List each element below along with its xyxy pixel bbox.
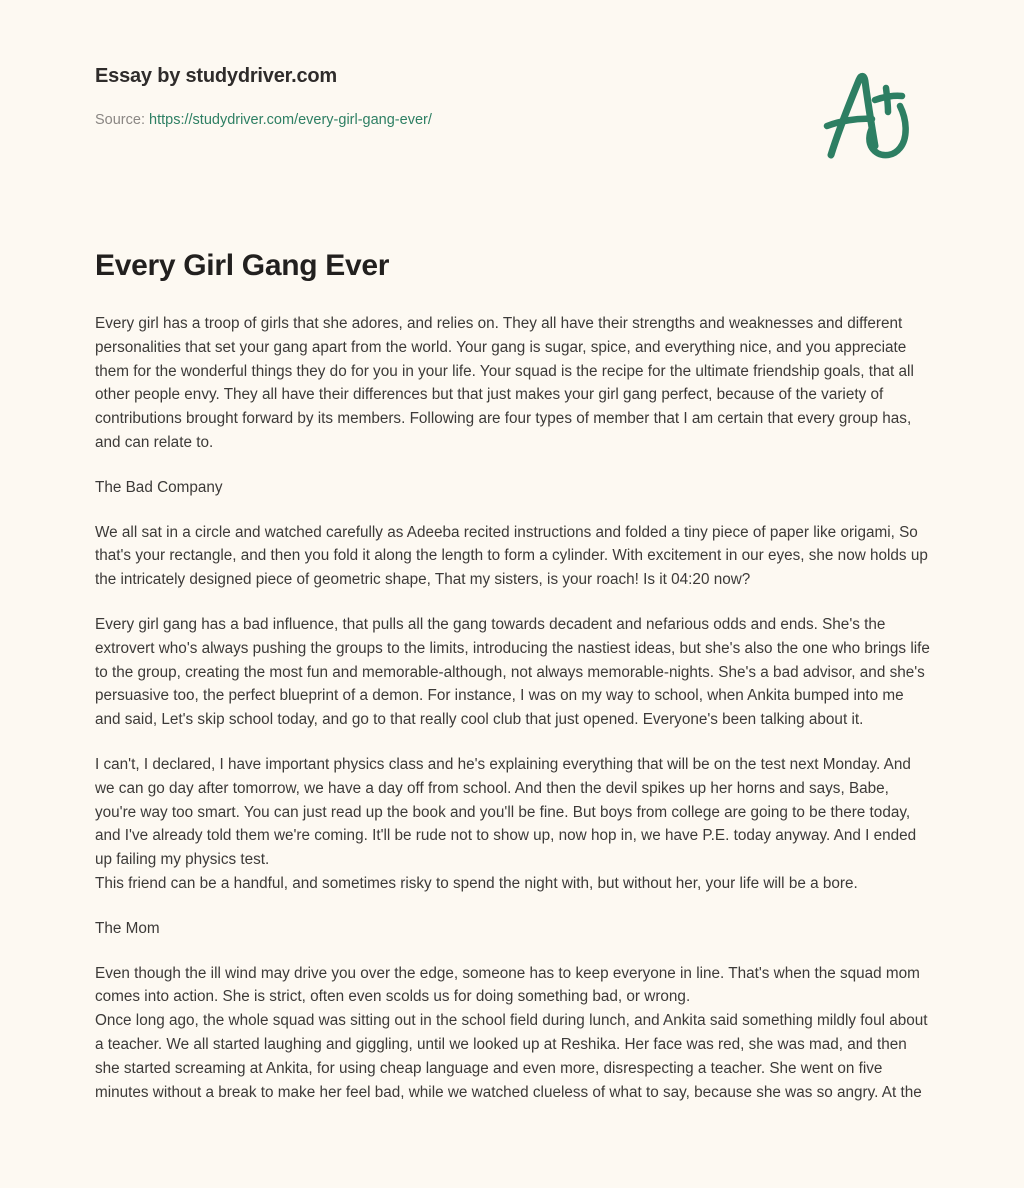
body-paragraph: I can't, I declared, I have important physics class and he's explaining everything that will be on the test next Monday. And we can go day after tomorrow, we have a day off from school. And then the devil spikes up her horns and says, Babe, you're way too smart. You can just read up the book and you'll be fine. But boys from college are going to be there today, and I've already told them we're coming. It'll be rude not to show up, now hop in, we have P.E. today anyway. And I ended up failing my physics test. This friend can be a handful, and sometimes risky to spend the night with, but without her, your life will be a bore. [95,755,917,892]
body-paragraph: We all sat in a circle and watched carefully as Adeeba recited instructions and folded a tiny piece of paper like origami, So that's your rectangle, and then you fold it along the length to form a cylinder. With excitement in our eyes, she now holds up the intricately designed piece of geometric shape, That my sisters, is your roach! Is it 04:20 now? [95,523,928,589]
source-label: Source: [95,112,145,128]
body-paragraph: Every girl has a troop of girls that she adores, and relies on. They all have their strengths and weaknesses and different personalities that set your gang apart from the world. Your gang is sugar, spice, and everything nice, and you appreciate them for the wonderful things they do for you in your life. Your squad is the recipe for the ultimate friendship goals, that all other people envy. They all have their differences but that just makes your girl gang perfect, because of the variety of contributions brought forward by its members. Following are four types of member that I am certain that every group has, and can relate to. [95,315,914,451]
source-url-link[interactable]: https://studydriver.com/every-girl-gang-ever/ [149,112,432,128]
essay-byline: Essay by studydriver.com [95,65,337,87]
essay-body [95,312,933,1104]
body-paragraph: Even though the ill wind may drive you over the edge, someone has to keep everyone in line. That's when the squad mom comes into action. She is strict, often even scolds us for doing something bad, or wrong. Once long ago, the whole squad was sitting out in the school field during lunch, and Ankita said something mildly foul about a teacher. We all started laughing and giggling, until we looked up at Reshika. Her face was red, she was mad, and then she started screaming at Ankita, for using cheap language and even more, disrespecting a teacher. She went on five minutes without a break to make her feel bad, while we watched clueless of what to say, because she was so angry. At the [95,964,928,1101]
studydriver-logo [812,62,922,172]
section-heading: The Mom [95,919,160,937]
body-paragraph: Every girl gang has a bad influence, that pulls all the gang towards decadent and nefarious odds and ends. She's the extrovert who's always pushing the groups to the limits, introducing the nastiest ideas, but she's also the one who brings life to the group, creating the most fun and memorable-although, not always memorable-nights. She's a bad advisor, and she's persuasive too, the perfect blueprint of a demon. For instance, I was on my way to school, when Ankita bumped into me and said, Let's skip school today, and go to that really cool club that just opened. Everyone's been talking about it. [95,615,930,729]
section-heading: The Bad Company [95,478,223,496]
page-title: Every Girl Gang Ever [95,249,390,282]
